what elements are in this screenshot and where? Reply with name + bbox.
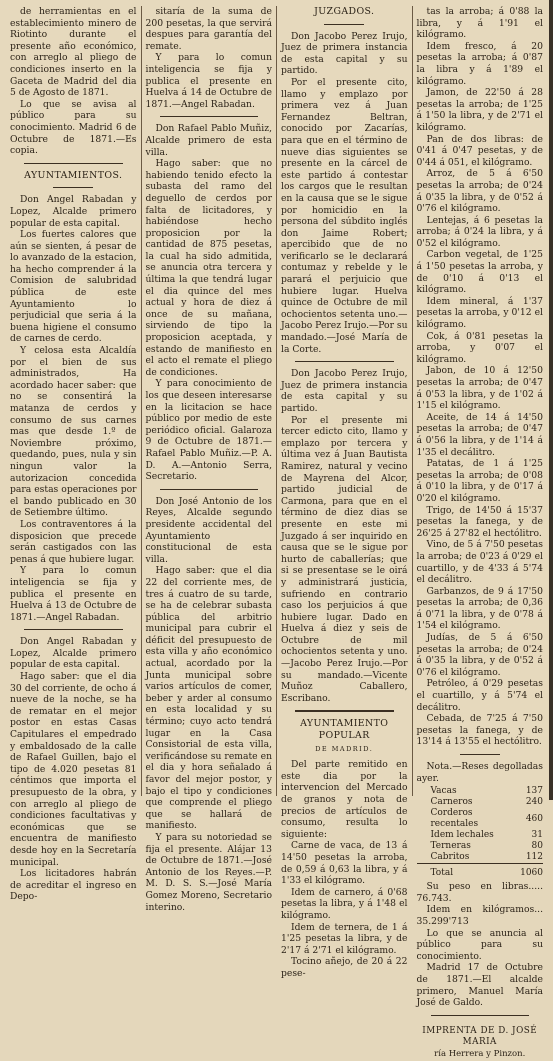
stats-row	[417, 830, 544, 841]
divider	[324, 24, 364, 25]
paragraph: tas la arroba; á 0'88 la libra, y á 1'91 el kilógramo.	[416, 6, 543, 41]
stats-total-row	[417, 864, 544, 880]
divider	[24, 629, 123, 630]
paragraph: Patatas, de 1 á 1'25 pesetas la arroba; de 0'08 á 0'10 la libra, y de 0'17 á 0'20 el kilógramo.	[416, 458, 543, 504]
paragraph: Hago saber: que el dia 30 del corriente, de ocho á nueve de la noche, se ha de rematar en el mejor postor en estas Casas Capitulares el empedrado y embaldosado de la calle de Rafael Guillen, bajo el tipo de 4.020 pesetas 81 céntimos que importa el presupuesto de la obra, y con arreglo al pliego de condiciones facultativas y económicas que se encuentra de manifiesto desde hoy en la Secretaría municipal.	[10, 671, 137, 868]
paragraph: Y para su notoriedad se fija el presente. Alájar 13 de Octubre de 1871.—José Antonio de los Reyes.—P. M. D. S. S.—José María Gomez Moreno, Secretario interino.	[145, 831, 272, 913]
paragraph: de herramientas en el establecimiento minero de Riotinto durante el presente año económico, con arreglo al pliego de condiciones inserto en la Gaceta de Madrid del dia 5 de Agosto de 1871.	[10, 6, 137, 99]
section-subheading: DE MADRID.	[315, 744, 374, 753]
stats-value: 460	[525, 813, 543, 824]
stats-label: Carneros	[430, 797, 473, 808]
paragraph: Petróleo, á 0'29 pesetas el cuartillo, y á 5'74 el decálitro.	[416, 678, 543, 713]
paragraph: Cok, á 0'81 pesetas la arroba, y 0'07 el kilógramo.	[416, 330, 543, 365]
paragraph: Don Angel Rabadan y Lopez, Alcalde primero popular de esta capital.	[10, 636, 137, 671]
paragraph: Madrid 17 de Octubre de 1871.—El alcalde primero, Manuel María José de Galdo.	[416, 962, 543, 1009]
stats-row	[417, 808, 544, 830]
paragraph: Judías, de 5 á 6'50 pesetas la arroba; de 0'24 á 0'35 la libra, y de 0'52 á 0'76 el kilógramo.	[416, 632, 543, 678]
divider	[431, 1015, 530, 1016]
column-1	[6, 6, 141, 903]
divider	[295, 361, 394, 362]
paragraph: sitaría de la suma de 200 pesetas, la que servirá despues para garantía del remate.	[145, 6, 272, 52]
stats-value: 80	[531, 841, 543, 852]
printer-imprint-sub: ría Herrera y Pinzon.	[434, 1048, 526, 1059]
paragraph: Y para lo comun inteligencia se fija y publica el presente en Huelva á 14 de Octubre de 1871.—Angel Rabadan.	[145, 52, 272, 110]
paragraph: Idem de carnero, á 0'68 pesetas la libra, y á 1'48 el kilógramo.	[281, 886, 408, 921]
stats-row	[417, 841, 544, 852]
stats-heading: Nota.—Reses degolladas ayer.	[416, 761, 543, 784]
paragraph: Jamon, de 22'50 á 28 pesetas la arroba; de 1'25 á 1'50 la libra, y de 2'71 el kilógramo.	[416, 87, 543, 133]
paragraph: Los fuertes calores que aún se sienten, á pesar de lo avanzado de la estacion, ha hecho comprender á la Comision de salubridad pública de este Ayuntamiento lo perjudicial que seria á la buena higiene el consumo de carnes de cerdo.	[10, 229, 137, 345]
stats-total-label: Total	[417, 864, 521, 880]
stats-total-value: 1060	[520, 864, 543, 880]
column-3	[276, 6, 412, 979]
paragraph: Idem mineral, á 1'37 pesetas la arroba, y 0'12 el kilógramo.	[416, 295, 543, 331]
paragraph: Lentejas, á 6 pesetas la arroba; á 0'24 la libra, y á 0'52 el kilógramo.	[416, 214, 543, 249]
paragraph: Don Jacobo Perez Irujo, Juez de primera instancia de esta capital y su partido.	[281, 368, 408, 414]
paragraph: Arroz, de 5 á 6'50 pesetas la arroba; de 0'24 á 0'35 la libra, y de 0'52 á 0'76 el kilógramo.	[416, 168, 543, 215]
paragraph: Idem de ternera, de 1 á 1'25 pesetas la libra, y de 2'17 á 2'71 el kilógramo.	[281, 921, 408, 956]
divider	[460, 754, 500, 755]
paragraph: Por el presente mi tercer edicto cito, llamo y emplazo por tercera y última vez á Juan Bautista Ramirez, natural y vecino de Mayrena del Alcor, partido judicial de Carmona, para que en el término de diez dias se presente en este mi Juzgado á ser inquirido en causa que se le sigue por hurto de caballerías; que si se presentase se le oirá y administrará justicia, sufriendo en contrario caso los perjuicios á que hubiere lugar. Dado en Huelva á diez y seis de Octubre de mil ochocientos setenta y uno.—Jacobo Perez Irujo.—Por su mandado.—Vicente Muñoz Caballero, Escribano.	[281, 414, 408, 704]
section-heading-ayuntamiento-popular: AYUNTAMIENTO POPULAR	[300, 718, 389, 742]
paragraph: Los contraventores á la disposicion que precede serán castigados con las penas á que hubiere lugar.	[10, 518, 137, 565]
paragraph: Vino, de 5 á 7'50 pesetas la arroba; de 0'23 á 0'29 el cuartillo, y de 4'33 á 5'74 el decálitro.	[416, 539, 543, 586]
page-edge	[549, 0, 553, 800]
divider	[160, 489, 259, 490]
paragraph: Y celosa esta Alcaldía por el bien de sus administrados, Ha acordado hacer saber: que no se consentirá la matanza de cerdos y consumo de sus carnes mas que desde 1.º de Noviembre próximo, quedando, pues, nula y sin ningun valor la autorizacion concedida para estas operaciones por el bando publicado en 30 de Setiembre último.	[10, 345, 137, 519]
paragraph: Tocino añejo, de 20 á 22 pese-	[281, 956, 408, 979]
paragraph: Jabon, de 10 á 12'50 pesetas la arroba; de 0'47 á 0'53 la libra, y de 1'02 á 1'15 el kilógramo.	[416, 365, 543, 412]
divider	[24, 163, 123, 164]
column-4	[412, 6, 548, 1059]
column-2	[141, 6, 277, 913]
paragraph: Cebada, de 7'25 á 7'50 pesetas la fanega, y de 13'14 á 13'55 el hectólitro.	[416, 713, 543, 748]
paragraph: Garbanzos, de 9 á 17'50 pesetas la arroba; de 0,36 á 0'71 la libra, y de 0'78 á 1'54 el kilógramo.	[416, 585, 543, 632]
stats-value: 240	[525, 797, 543, 808]
paragraph: Los licitadores habrán de acreditar el ingreso en Depo-	[10, 868, 137, 903]
page-columns	[6, 6, 547, 1059]
stats-label: Vacas	[430, 786, 457, 797]
paragraph: Su peso en libras..... 76.743.	[416, 881, 543, 904]
paragraph: Por el presente cito, llamo y emplazo por primera vez á Juan Fernandez Beltran, conocido por Zacarías, para que en el término de nueve dias siguientes se presente en la cárcel de este partido á contestar los cargos que le resultan en la causa que se le sigue por homicidio en la persona del súbdito inglés don Jaime Robert; apercibido que de no verificarlo se le declarará contumaz y rebelde y le parará el perjuicio que hubiere lugar. Huelva quince de Octubre de mil ochocientos setenta uno.—Jacobo Perez Irujo.—Por su mandado.—José María de la Corte.	[281, 76, 408, 355]
stats-row	[417, 797, 544, 808]
stats-value: 112	[525, 852, 543, 863]
paragraph: Y para lo comun inteligencia se fija y publica el presente en Huelva á 13 de Octubre de 1871.—Angel Rabadan.	[10, 565, 137, 623]
printer-imprint: IMPRENTA DE D. JOSÉ MARIA	[422, 1025, 538, 1048]
stats-row	[417, 786, 544, 797]
stats-label: Corderos recentales	[430, 808, 479, 830]
paragraph: Aceite, de 14 á 14'50 pesetas la arroba; de 0'47 á 0'56 la libra, y de 1'14 á 1'35 el decálitro.	[416, 411, 543, 458]
paragraph: Hago saber: que el dia 22 del corriente mes, de tres á cuatro de su tarde, se ha de celebrar subasta pública del arbitrio municipal para cubrir el déficit del presupuesto de esta villa y año económico actual, acordado por la Junta municipal sobre varios artículos de comer, beber y arder al consumo en esta localidad y su término; cuyo acto tendrá lugar en la Casa Consistorial de esta villa, verificándose su remate en el dia y hora señalado á favor del mejor postor, y bajo el tipo y condiciones que comprende el pliego que se hallará de manifiesto.	[145, 565, 272, 832]
paragraph: Del parte remitido en este dia por la intervencion del Mercado de granos y nota de precios de artículos de consumo, resulta lo siguiente:	[281, 759, 408, 840]
paragraph: Y para conocimiento de los que deseen interesarse en la licitacion se hace público por medio de este periódico oficial. Galaroza 9 de Octubre de 1871.—Rafael Pablo Muñiz.—P. A. D. A.—Antonio Serra, Secretario.	[145, 378, 272, 483]
paragraph: Carbon vegetal, de 1'25 á 1'50 pesetas la arroba, y de 0'10 á 0'13 el kilógramo.	[416, 249, 543, 296]
paragraph: Idem en kilógramos... 35.299'713	[416, 904, 543, 927]
paragraph: Hago saber: que no habiendo tenido efecto la subasta del ramo del deguello de cerdos por falta de licitadores, y habiéndose hecho proposicion por la cantidad de 875 pesetas, la cual ha sido admitida, se anuncia otra tercera y última la que tendrá lugar el dia quince del mes actual y hora de diez á once de su mañana, sirviendo de tipo la proposicion aceptada, y estando de manifiesto en el acto el remate el pliego de condiciones.	[145, 158, 272, 378]
paragraph: Pan de dos libras: de 0'41 á 0'47 pesetas, y de 0'44 á 051, el kilógramo.	[416, 133, 543, 168]
stats-value: 31	[531, 830, 543, 841]
paragraph: Don José Antonio de los Reyes, Alcalde segundo presidente accidental del Ayuntamiento constitucional de esta villa.	[145, 495, 272, 565]
section-heading-ayuntamientos: AYUNTAMIENTOS.	[24, 169, 123, 181]
paragraph: Carne de vaca, de 13 á 14'50 pesetas la arroba, de 0,59 á 0,63 la libra, y á 1'33 el kilógramo.	[281, 840, 408, 887]
stats-value: 137	[525, 786, 543, 797]
paragraph: Idem fresco, á 20 pesetas la arroba; á 0'87 la libra y á 1'89 el kilógramo.	[416, 40, 543, 87]
divider	[295, 710, 394, 712]
stats-row	[417, 852, 544, 864]
stats-label: Idem lechales	[430, 830, 494, 841]
stats-label: Terneras	[430, 841, 471, 852]
paragraph: Lo que se avisa al público para su conocimiento. Madrid 6 de Octubre de 1871.—Es copia.	[10, 98, 137, 157]
paragraph: Lo que se anuncia al público para su conocimiento.	[416, 927, 543, 962]
paragraph: Don Jacobo Perez Irujo, Juez de primera instancia de esta capital y su partido.	[281, 30, 408, 77]
paragraph: Don Angel Rabadan y Lopez, Alcalde primero popular de esta capital.	[10, 194, 137, 229]
divider	[53, 187, 93, 188]
divider	[160, 116, 259, 117]
slaughter-stats-table	[417, 786, 544, 879]
paragraph: Trigo, de 14'50 á 15'37 pesetas la fanega, y de 26'25 á 27'82 el hectólitro.	[416, 504, 543, 539]
section-heading-juzgados: JUZGADOS.	[314, 6, 375, 17]
paragraph: Don Rafael Pablo Muñiz, Alcalde primero de esta villa.	[145, 123, 272, 158]
stats-label: Cabritos	[430, 852, 470, 863]
